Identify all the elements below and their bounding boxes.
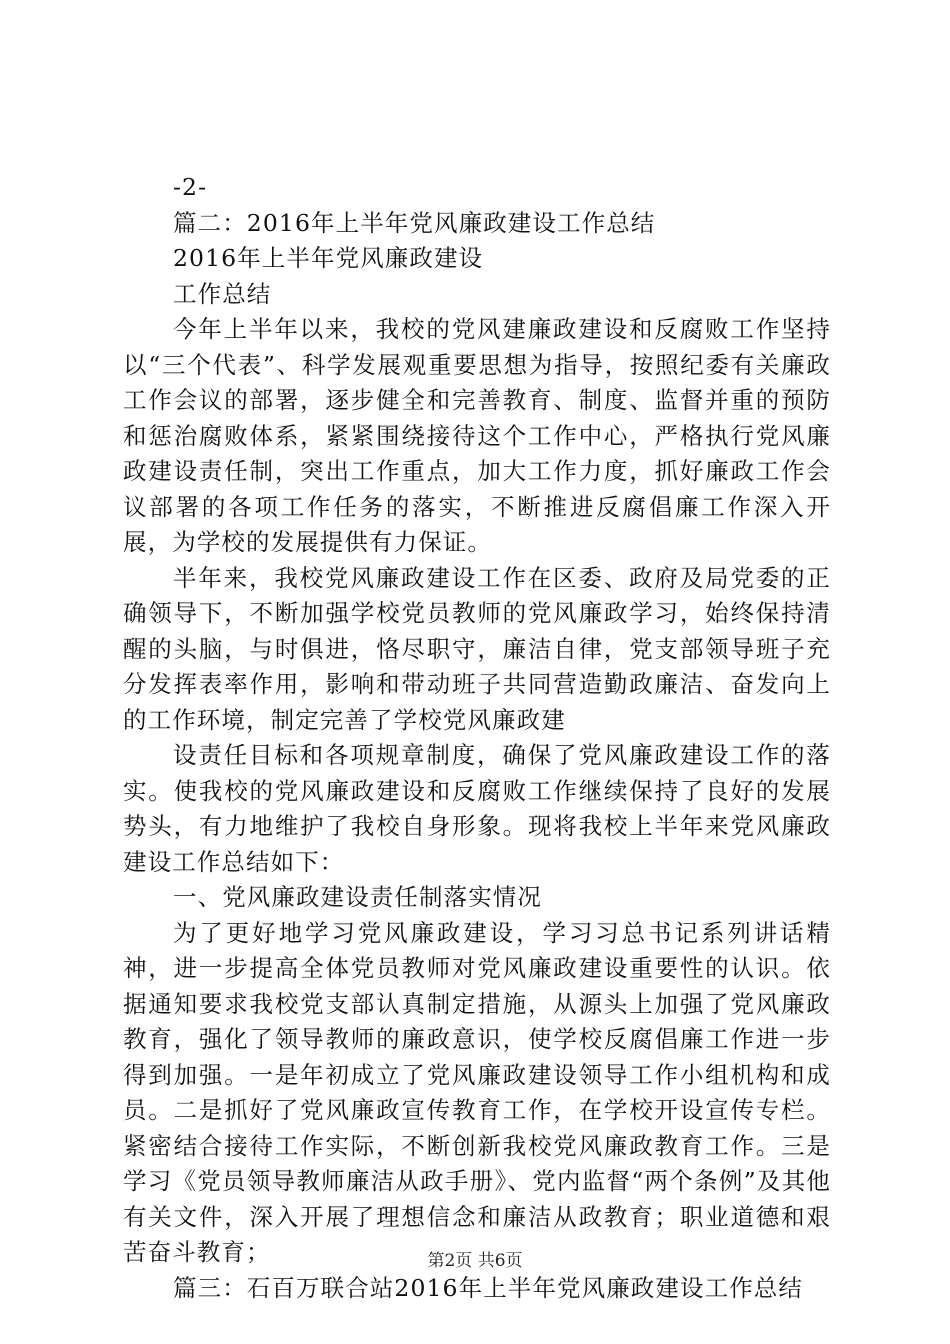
page-footer: 第2页 共6页 — [427, 1251, 523, 1271]
document-body — [123, 170, 831, 1306]
paragraph: 今年上半年以来，我校的党风建廉政建设和反腐败工作坚持以“三个代表”、科学发展观重要思想为指导，按照纪委有关廉政工作会议的部署，逐步健全和完善教育、制度、监督并重的预防和惩治腐败体系，紧紧围绕接待这个工作中心，严格执行党风廉政建设责任制，突出工作重点，加大工作力度，抓好廉政工作会议部署的各项工作任务的落实，不断推进反腐倡廉工作深入开展，为学校的发展提供有力保证。 — [123, 315, 831, 556]
subsection-heading: 一、党风廉政建设责任制落实情况 — [173, 883, 542, 911]
page-marker: -2- — [173, 173, 208, 201]
section-heading: 篇二：2016年上半年党风廉政建设工作总结 — [173, 208, 656, 237]
next-section-heading: 篇三：石百万联合站2016年上半年党风廉政建设工作总结 — [173, 1273, 804, 1302]
document-subtitle: 工作总结 — [173, 279, 272, 308]
paragraph: 设责任目标和各项规章制度，确保了党风廉政建设工作的落实。使我校的党风廉政建设和反腐败工作继续保持了良好的发展势头，有力地维护了我校自身形象。现将我校上半年来党风廉政建设工作总结如下： — [123, 741, 831, 876]
document-title: 2016年上半年党风廉政建设 — [173, 244, 484, 272]
paragraph: 为了更好地学习党风廉政建设，学习习总书记系列讲话精神，进一步提高全体党员教师对党风廉政建设重要性的认识。依据通知要求我校党支部认真制定措施，从源头上加强了党风廉政教育，强化了领导教师的廉政意识，使学校反腐倡廉工作进一步得到加强。一是年初成立了党风廉政建设领导工作小组机构和成员。二是抓好了党风廉政宣传教育工作，在学校开设宣传专栏。紧密结合接待工作实际，不断创新我校党风廉政教育工作。三是学习《党员领导教师廉洁从政手册》、党内监督“两个条例”及其他有关文件，深入开展了理想信念和廉洁从政教育；职业道德和艰苦奋斗教育； — [123, 918, 831, 1266]
paragraph: 半年来，我校党风廉政建设工作在区委、政府及局党委的正确领导下，不断加强学校党员教师的党风廉政学习，始终保持清醒的头脑，与时俱进，恪尽职守，廉洁自律，党支部领导班子充分发挥表率作用，影响和带动班子共同营造勤政廉洁、奋发向上的工作环境，制定完善了学校党风廉政建 — [123, 563, 831, 734]
